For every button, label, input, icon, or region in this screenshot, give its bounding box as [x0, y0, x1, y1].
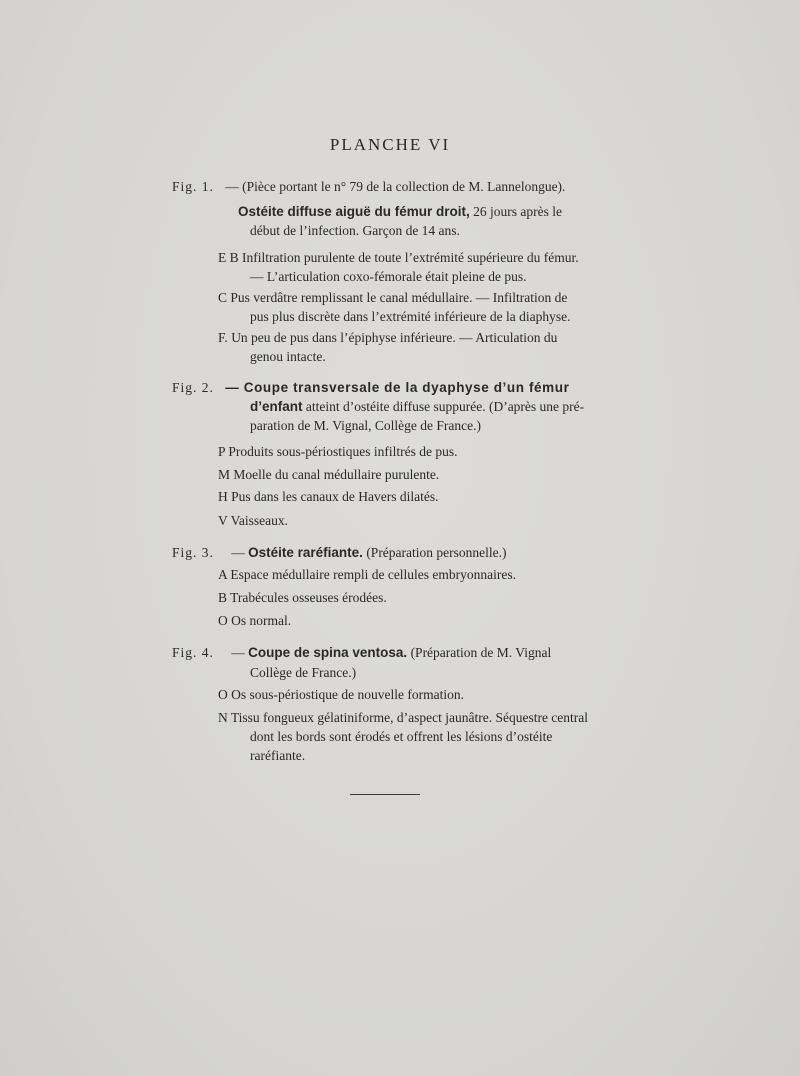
- fig2-item-v: [218, 512, 288, 530]
- fig2-bold-title: — Coupe transversale de la dyaphyse d’un fémur: [225, 380, 570, 395]
- item-key: V: [218, 513, 228, 528]
- item-text: Tissu fongueux gélatiniforme, d’aspect jaunâtre. Séquestre central: [230, 710, 589, 725]
- fig4-rest: (Préparation de M. Vignal: [407, 645, 552, 660]
- item-text: Moelle du canal médullaire purulente.: [233, 467, 440, 482]
- item-key: A: [218, 567, 228, 582]
- item-key: F.: [218, 330, 228, 345]
- item-key: H: [218, 489, 228, 504]
- fig1-item-eb: [218, 249, 579, 267]
- fig2-item-h: [218, 488, 438, 506]
- fig1-line2-rest: 26 jours après le: [469, 204, 563, 219]
- fig4-heading: [172, 644, 551, 662]
- item-text: Pus dans les canaux de Havers dilatés.: [231, 489, 439, 504]
- closing-rule: [350, 794, 420, 795]
- fig4-item-n-line3: raréfiante.: [250, 748, 306, 763]
- fig2-item-p: [218, 443, 458, 461]
- fig2-label: Fig. 2.: [172, 380, 214, 395]
- item-text: Trabécules osseuses érodées.: [230, 590, 387, 605]
- fig4-bold-title: Coupe de spina ventosa.: [248, 645, 408, 660]
- fig4-line2: Collège de France.): [250, 665, 357, 680]
- fig2-line3: paration de M. Vignal, Collège de France.): [250, 418, 481, 433]
- fig2-line2: [250, 398, 584, 416]
- fig1-bold-title: Ostéite diffuse aiguë du fémur droit,: [238, 204, 470, 219]
- item-text: Pus verdâtre remplissant le canal médullaire. — Infiltration de: [230, 290, 568, 305]
- fig1-label: Fig. 1.: [172, 179, 214, 194]
- fig3-label: Fig. 3.: [172, 545, 214, 560]
- fig4-item-o: [218, 686, 464, 704]
- fig3-rest: (Préparation personnelle.): [362, 545, 507, 560]
- fig2-heading: [172, 379, 569, 397]
- item-text: Produits sous-périostiques infiltrés de pus.: [228, 444, 458, 459]
- item-key: N: [218, 710, 228, 725]
- item-text: Un peu de pus dans l’épiphyse inférieure. — Articulation du: [231, 330, 558, 345]
- fig3-item-a: [218, 566, 516, 584]
- fig1-heading: [172, 178, 565, 196]
- fig2-line2-rest: atteint d’ostéite diffuse suppurée. (D’après une pré-: [302, 399, 585, 414]
- item-text: Os normal.: [231, 613, 292, 628]
- item-text: Vaisseaux.: [230, 513, 289, 528]
- fig4-dash: —: [231, 645, 249, 660]
- item-key: E B: [218, 250, 239, 265]
- fig1-item-f: [218, 329, 557, 347]
- item-key: B: [218, 590, 228, 605]
- item-key: C: [218, 290, 228, 305]
- fig2-bold-title2: d’enfant: [250, 399, 303, 414]
- item-key: O: [218, 687, 228, 702]
- fig4-item-n-line2: dont les bords sont érodés et offrent les lésions d’ostéite: [250, 729, 553, 744]
- fig3-item-b: [218, 589, 387, 607]
- item-text: Espace médullaire rempli de cellules embryonnaires.: [230, 567, 517, 582]
- fig1-item-c: [218, 289, 567, 307]
- fig1-title-line: [238, 203, 562, 221]
- item-text: Infiltration purulente de toute l’extrémité supérieure du fémur.: [242, 250, 579, 265]
- fig1-line3: début de l’infection. Garçon de 14 ans.: [250, 223, 460, 238]
- fig3-bold-title: Ostéite raréfiante.: [248, 545, 363, 560]
- fig4-label: Fig. 4.: [172, 645, 214, 660]
- item-key: P: [218, 444, 226, 459]
- fig1-line1: — (Pièce portant le n° 79 de la collection de M. Lannelongue).: [225, 179, 566, 194]
- item-key: M: [218, 467, 231, 482]
- page-title: PLANCHE VI: [329, 135, 451, 154]
- fig2-item-m: [218, 466, 439, 484]
- item-key: O: [218, 613, 228, 628]
- fig3-dash: —: [231, 545, 249, 560]
- fig4-item-n: [218, 709, 588, 727]
- fig3-heading: [172, 544, 507, 562]
- item-text: Os sous-périostique de nouvelle formation.: [231, 687, 464, 702]
- fig1-item-c-line2: pus plus discrète dans l’extrémité inférieure de la diaphyse.: [250, 309, 571, 324]
- fig1-item-f-line2: genou intacte.: [250, 349, 326, 364]
- fig3-item-o: [218, 612, 291, 630]
- fig1-item-eb-line2: — L’articulation coxo-fémorale était pleine de pus.: [250, 269, 527, 284]
